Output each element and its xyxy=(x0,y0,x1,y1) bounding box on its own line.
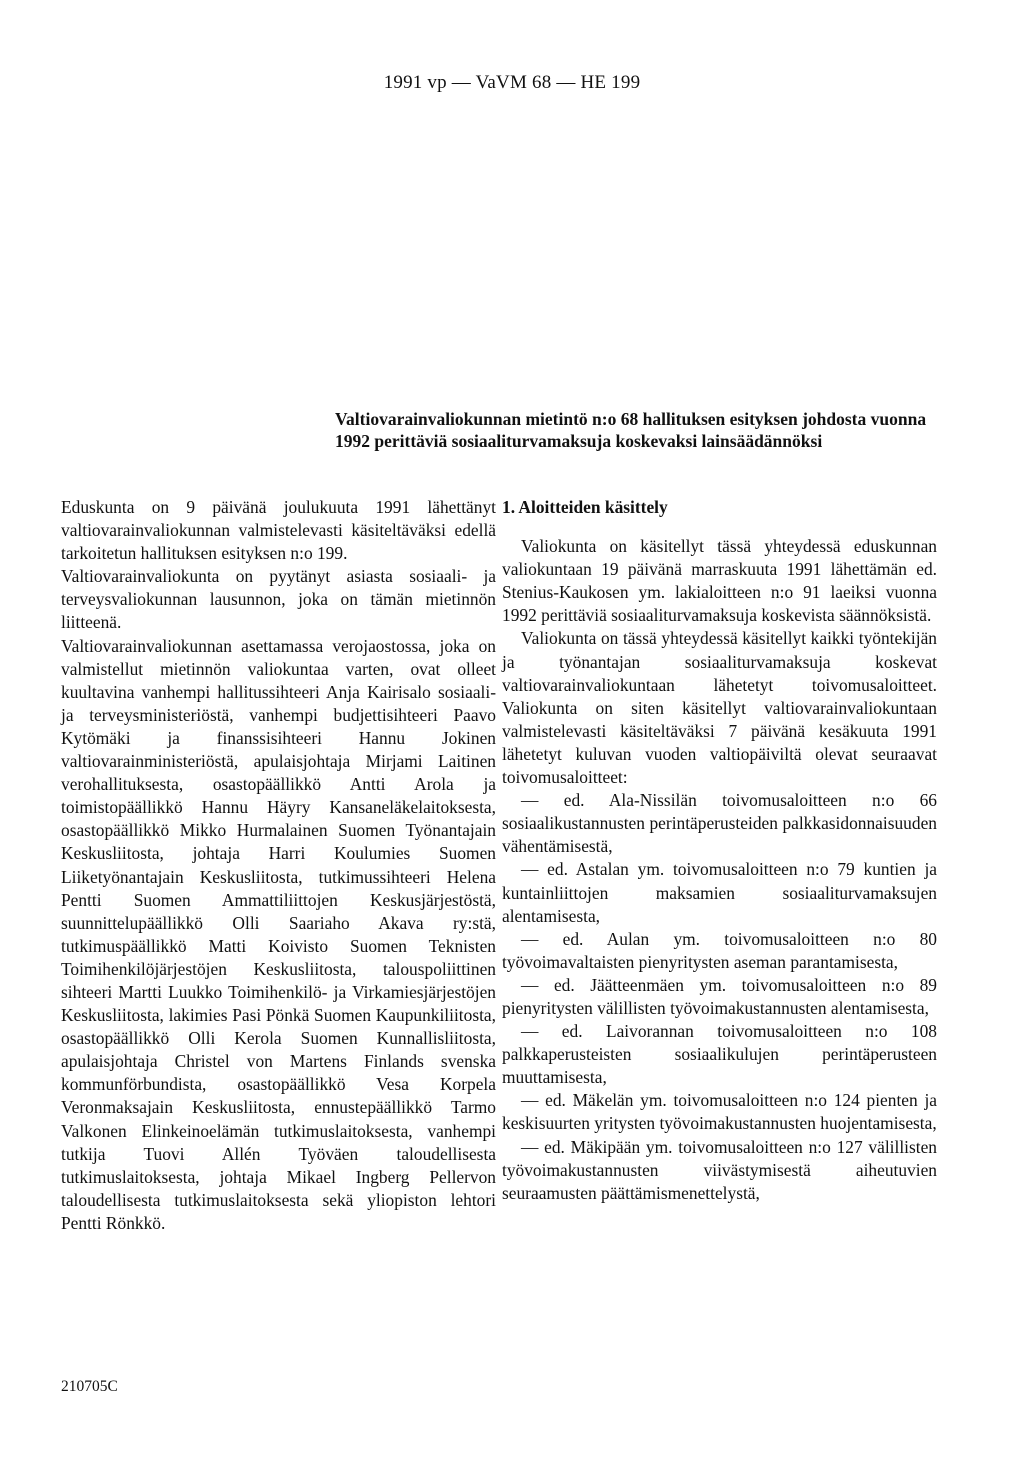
initiative-list-item: — ed. Mäkelän ym. toivomusaloitteen n:o 124 pienten ja keskisuurten yritysten työvoimakustannusten huojentamisesta, xyxy=(502,1090,937,1134)
right-column xyxy=(502,496,937,1205)
right-paragraph: Valiokunta on käsitellyt tässä yhteydessä eduskunnan valiokuntaan 19 päivänä marraskuuta 1991 lähettämän ed. Stenius-Kaukosen ym. lakialoitteen n:o 91 laeiksi vuonna 1992 perittäviä sosiaaliturvamaksuja koskevista säännöksistä. xyxy=(502,536,937,626)
initiative-list-item: — ed. Mäkipään ym. toivomusaloitteen n:o 127 välillisten työvoimakustannusten viivästymisestä aiheutuvien seuraamusten päättämismenettelystä, xyxy=(502,1136,937,1203)
initiative-list-item: — ed. Ala-Nissilän toivomusaloitteen n:o 66 sosiaalikustannusten perintäperusteiden palkkasidonnaisuuden vähentämisestä, xyxy=(502,790,937,857)
document-reference-header: 1991 vp — VaVM 68 — HE 199 xyxy=(383,72,641,93)
left-paragraph: Valtiovarainvaliokunnan asettamassa verojaostossa, joka on valmistellut mietinnön valiokuntaa varten, ovat olleet kuultavina vanhempi hallitussihteeri Anja Kairisalo sosiaali- ja terveysministeriöstä, vanhempi budjettisihteeri Paavo Kytömäki ja finanssisihteeri Hannu Jokinen valtiovarainministeriöstä, apulaisjohtaja Mirjami Laitinen verohallituksesta, osastopäällikkö Antti Arola ja toimistopäällikkö Hannu Häyry Kansaneläkelaitoksesta, osastopäällikkö Mikko Hurmalainen Suomen Työnantajain Keskusliitosta, johtaja Harri Koulumies Suomen Liiketyönantajain Keskusliitosta, tutkimussihteeri Helena Pentti Suomen Ammattiliittojen Keskusjärjestöstä, suunnittelupäällikkö Olli Saariaho Akava ry:stä, tutkimuspäällikkö Matti Koivisto Suomen Teknisten Toimihenkilöjärjestöjen Keskusliitosta, talouspoliittinen sihteeri Martti Luukko Toimihenkilö- ja Virkamiesjärjestöjen Keskusliitosta, lakimies Pasi Pönkä Suomen Kaupunkiliitosta, osastopäällikkö Olli Kerola Suomen Kunnallisliitosta, apulaisjohtaja Christel von Martens Finlands svenska kommunförbundista, osastopäällikkö Vesa Korpela Veronmaksajain Keskusliitosta, ennustepäällikkö Tarmo Valkonen Elinkeinoelämän tutkimuslaitoksesta, vanhempi tutkija Tuovi Allén Työväen taloudellisesta tutkimuslaitoksesta, johtaja Mikael Ingberg Pellervon taloudellisesta tutkimuslaitoksesta sekä yliopiston lehtori Pentti Rönkkö. xyxy=(61,635,496,1233)
left-paragraph: Eduskunta on 9 päivänä joulukuuta 1991 lähettänyt valtiovarainvaliokunnan valmistelevasti käsiteltäväksi edellä tarkoitetun hallituksen esityksen n:o 199. xyxy=(61,497,496,564)
report-title: Valtiovarainvaliokunnan mietintö n:o 68 hallituksen esityksen johdosta vuonna 1992 perittäviä sosiaaliturvamaksuja koskevaksi lainsäädännöksi xyxy=(335,409,927,451)
initiative-list-item: — ed. Jäätteenmäen ym. toivomusaloitteen n:o 89 pienyritysten välillisten työvoimakustannusten alentamisesta, xyxy=(502,974,937,1018)
initiative-list-item: — ed. Astalan ym. toivomusaloitteen n:o 79 kuntien ja kuntainliittojen maksamien sosiaaliturvamaksujen alentamisesta, xyxy=(502,859,937,926)
initiative-list-item: — ed. Aulan ym. toivomusaloitteen n:o 80 työvoimavaltaisten pienyritysten aseman parantamisesta, xyxy=(502,928,937,972)
initiative-list-item: — ed. Laivorannan toivomusaloitteen n:o 108 palkkaperusteisten sosiaalikulujen perintäperusteen muuttamisesta, xyxy=(502,1021,937,1088)
left-column xyxy=(61,496,496,1235)
print-code: 210705C xyxy=(61,1378,118,1395)
section-heading: 1. Aloitteiden käsittely xyxy=(502,497,668,517)
left-paragraph: Valtiovarainvaliokunta on pyytänyt asiasta sosiaali- ja terveysvaliokunnan lausunnon, joka on tämän mietinnön liitteenä. xyxy=(61,566,496,633)
right-paragraph: Valiokunta on tässä yhteydessä käsitellyt kaikki työntekijän ja työnantajan sosiaaliturvamaksuja koskevat valtiovarainvaliokuntaan lähetetyt toivomusaloitteet. Valiokunta on siten käsitellyt valtiovarainvaliokuntaan valmistelevasti käsiteltäväksi 7 päivänä kesäkuuta 1991 lähetetyt kuluvan vuoden valtiopäiviltä olevat seuraavat toivomusaloitteet: xyxy=(502,628,937,788)
